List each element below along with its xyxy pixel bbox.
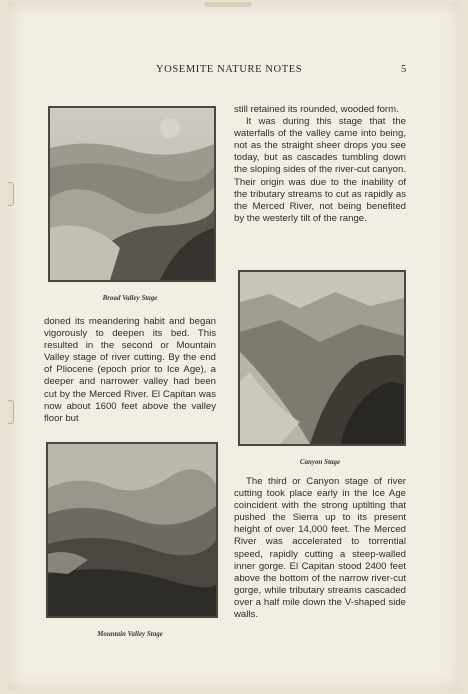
text-block-right-bottom [234, 476, 406, 621]
text-block-left-middle [44, 316, 216, 425]
page-number: 5 [401, 64, 407, 75]
running-title: YOSEMITE NATURE NOTES [156, 64, 303, 75]
caption-mountain-valley: Mountain Valley Stage [97, 630, 163, 638]
broad-valley-photo [48, 106, 216, 282]
paragraph: doned its meandering habit and began vigorously to deepen its bed. This resulted in the second or Mountain Valley stage of river cutting. By the end of Pliocene (epoch prior to Ice Age), a deeper and narrower valley had been cut by the Merced River. El Capitan was now about 1600 feet above the valley floor but [44, 316, 216, 424]
caption-broad-valley: Broad Valley Stage [102, 294, 158, 302]
mountain-valley-photo [46, 442, 218, 618]
document-page [8, 2, 460, 690]
staple-mark [8, 400, 14, 424]
canyon-stage-photo [238, 270, 406, 446]
paragraph: It was during this stage that the waterfalls of the valley came into being, not as the straight sheer drops you see today, but as cascades tumbling down the sloping sides of the river-cut canyon. Their origin was due to the inability of the tributary streams to cut as rapidly as the Merced River, not being benefited by the westerly tilt of the range. [234, 116, 406, 224]
text-block-right-top [234, 104, 406, 225]
paper-tab [204, 2, 252, 7]
paragraph: still retained its rounded, wooded form. [234, 104, 399, 115]
caption-canyon: Canyon Stage [299, 458, 341, 466]
staple-mark [8, 182, 14, 206]
paragraph: The third or Canyon stage of river cutting took place early in the Ice Age coincident with the strong uptilting that pushed the Sierra up to its present height of over 14,000 feet. The Merced River was accelerated to torrential speed, rapidly cutting a steep-walled inner gorge. El Capitan stood 2400 feet above the bottom of the narrow river-cut gorge, while tributary streams cascaded over a half mile down the V-shaped side walls. [234, 476, 406, 621]
